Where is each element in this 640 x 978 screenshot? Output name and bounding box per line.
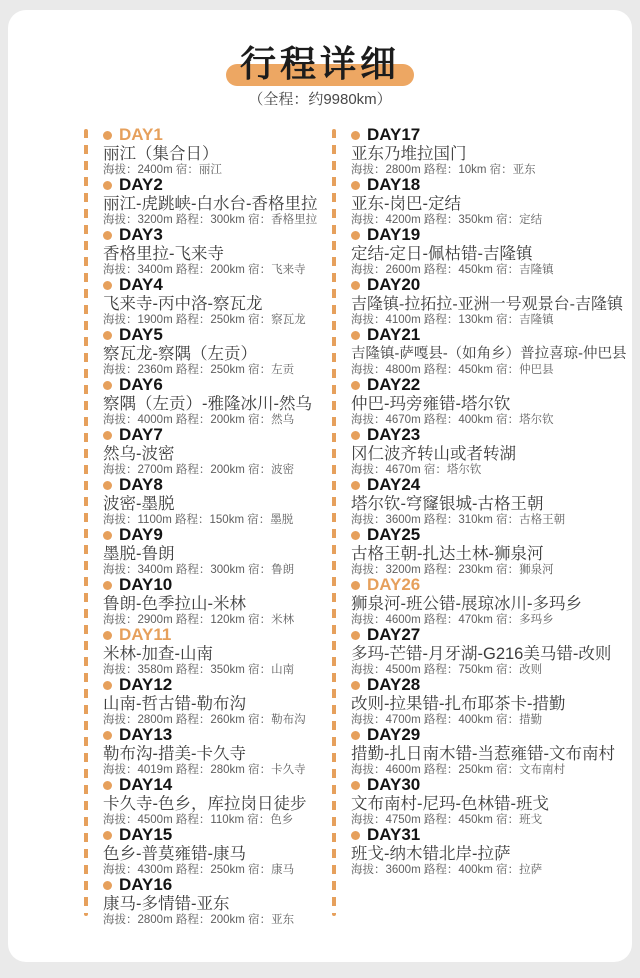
day-header <box>103 726 332 744</box>
bullet-dot-icon <box>351 831 360 840</box>
day-route: 米林-加查-山南 <box>103 645 213 663</box>
day-header <box>351 576 628 594</box>
day-route: 塔尔钦-穹窿银城-古格王朝 <box>351 495 544 513</box>
day-details: 海拔：2700m 路程：200km 宿：波密 <box>103 464 295 476</box>
day-header <box>103 676 332 694</box>
day-label: DAY19 <box>367 225 421 244</box>
day-details: 海拔：3600m 路程：400km 宿：拉萨 <box>351 864 543 876</box>
day-label: DAY9 <box>119 525 163 544</box>
day-label: DAY15 <box>119 825 173 844</box>
bullet-dot-icon <box>351 731 360 740</box>
total-distance-subtitle: （全程：约9980km） <box>248 91 392 108</box>
day-header <box>103 776 332 794</box>
day-details: 海拔：2600m 路程：450km 宿：吉隆镇 <box>351 264 554 276</box>
day-label: DAY5 <box>119 325 163 344</box>
day-header <box>351 376 628 394</box>
day-details: 海拔：4800m 路程：450km 宿：仲巴县 <box>351 364 554 376</box>
itinerary-card <box>8 10 632 962</box>
day-details: 海拔：1100m 路程：150km 宿：墨脱 <box>103 514 294 526</box>
day-details: 海拔：4500m 路程：110km 宿：色乡 <box>103 814 294 826</box>
day-entry <box>103 676 332 726</box>
day-header <box>351 226 628 244</box>
day-label: DAY1 <box>119 125 163 144</box>
day-header <box>351 676 628 694</box>
day-entry <box>351 126 628 176</box>
day-route: 勒布沟-措美-卡久寺 <box>103 745 246 763</box>
day-details: 海拔：3580m 路程：350km 宿：山南 <box>103 664 295 676</box>
day-entry <box>351 726 628 776</box>
day-label: DAY8 <box>119 475 163 494</box>
day-entry <box>103 226 332 276</box>
day-details: 海拔：3200m 路程：230km 宿：狮泉河 <box>351 564 554 576</box>
day-header <box>351 726 628 744</box>
day-label: DAY20 <box>367 275 421 294</box>
day-label: DAY22 <box>367 375 421 394</box>
day-header <box>351 476 628 494</box>
day-route: 山南-哲古错-勒布沟 <box>103 695 246 713</box>
day-entry <box>351 276 628 326</box>
day-route: 墨脱-鲁朗 <box>103 545 175 563</box>
day-header <box>351 626 628 644</box>
bullet-dot-icon <box>351 781 360 790</box>
day-header <box>103 126 332 144</box>
day-label: DAY30 <box>367 775 421 794</box>
day-header <box>103 576 332 594</box>
day-route: 狮泉河-班公错-展琼冰川-多玛乡 <box>351 595 582 613</box>
day-entry <box>103 776 332 826</box>
day-label: DAY3 <box>119 225 163 244</box>
bullet-dot-icon <box>103 581 112 590</box>
day-entries-left <box>103 126 332 926</box>
day-details: 海拔：4700m 路程：400km 宿：措勤 <box>351 714 543 726</box>
dashed-divider-right <box>332 129 336 916</box>
day-route: 波密-墨脱 <box>103 495 175 513</box>
day-route: 吉隆镇-萨嘎县-（如角乡）普拉喜琼-仲巴县 <box>351 346 627 362</box>
day-route: 古格王朝-扎达土林-狮泉河 <box>351 545 544 563</box>
day-route: 多玛-芒错-月牙湖-G216美马错-改则 <box>351 645 612 663</box>
day-entry <box>103 176 332 226</box>
bullet-dot-icon <box>103 681 112 690</box>
day-details: 海拔：4600m 路程：470km 宿：多玛乡 <box>351 614 554 626</box>
day-route: 措勤-扎日南木错-当惹雍错-文布南村 <box>351 745 615 763</box>
day-entry <box>103 376 332 426</box>
bullet-dot-icon <box>103 281 112 290</box>
day-details: 海拔：4670m 路程：400km 宿：塔尔钦 <box>351 414 554 426</box>
dashed-divider-left <box>84 129 88 916</box>
day-details: 海拔：4500m 路程：750km 宿：改则 <box>351 664 543 676</box>
day-entry <box>103 326 332 376</box>
bullet-dot-icon <box>351 481 360 490</box>
day-route: 丽江-虎跳峡-白水台-香格里拉 <box>103 195 318 213</box>
day-details: 海拔：3400m 路程：300km 宿：鲁朗 <box>103 564 295 576</box>
day-label: DAY13 <box>119 725 173 744</box>
bullet-dot-icon <box>103 631 112 640</box>
day-header <box>103 226 332 244</box>
day-header <box>103 176 332 194</box>
day-entry <box>351 526 628 576</box>
day-details: 海拔：2800m 路程：200km 宿：亚东 <box>103 914 295 926</box>
day-header <box>103 276 332 294</box>
day-label: DAY31 <box>367 825 421 844</box>
bullet-dot-icon <box>103 131 112 140</box>
day-entry <box>103 426 332 476</box>
day-route: 班戈-纳木错北岸-拉萨 <box>351 845 511 863</box>
day-label: DAY16 <box>119 875 173 894</box>
page-title <box>240 44 400 84</box>
day-entry <box>103 576 332 626</box>
day-details: 海拔：4000m 路程：200km 宿：然乌 <box>103 414 295 426</box>
day-label: DAY2 <box>119 175 163 194</box>
day-label: DAY25 <box>367 525 421 544</box>
day-label: DAY6 <box>119 375 163 394</box>
day-details: 海拔：2400m 宿：丽江 <box>103 164 222 176</box>
day-header <box>351 826 628 844</box>
day-label: DAY24 <box>367 475 421 494</box>
bullet-dot-icon <box>103 381 112 390</box>
day-header <box>351 426 628 444</box>
bullet-dot-icon <box>103 431 112 440</box>
day-label: DAY21 <box>367 325 421 344</box>
day-details: 海拔：4670m 宿：塔尔钦 <box>351 464 482 476</box>
day-entry <box>351 676 628 726</box>
day-entry <box>103 726 332 776</box>
bullet-dot-icon <box>351 631 360 640</box>
bullet-dot-icon <box>103 231 112 240</box>
day-entry <box>351 576 628 626</box>
itinerary-columns <box>84 126 632 926</box>
bullet-dot-icon <box>103 331 112 340</box>
day-details: 海拔：3200m 路程：300km 宿：香格里拉 <box>103 214 318 226</box>
day-route: 改则-拉果错-扎布耶茶卡-措勤 <box>351 695 566 713</box>
day-details: 海拔：1900m 路程：250km 宿：察瓦龙 <box>103 314 306 326</box>
day-label: DAY4 <box>119 275 163 294</box>
day-details: 海拔：3400m 路程：200km 宿：飞来寺 <box>103 264 306 276</box>
day-route: 卡久寺-色乡，库拉岗日徒步 <box>103 795 307 813</box>
day-label: DAY11 <box>119 625 172 644</box>
day-route: 亚东-岗巴-定结 <box>351 195 461 213</box>
bullet-dot-icon <box>351 281 360 290</box>
day-details: 海拔：4750m 路程：450km 宿：班戈 <box>351 814 543 826</box>
day-label: DAY7 <box>119 425 163 444</box>
bullet-dot-icon <box>103 881 112 890</box>
day-entry <box>103 826 332 876</box>
day-entry <box>351 226 628 276</box>
day-route: 香格里拉-飞来寺 <box>103 245 224 263</box>
day-label: DAY17 <box>367 125 421 144</box>
day-entries-right <box>351 126 628 876</box>
day-label: DAY10 <box>119 575 173 594</box>
day-header <box>103 426 332 444</box>
day-header <box>351 776 628 794</box>
day-header <box>103 326 332 344</box>
day-route: 定结-定日-佩枯错-吉隆镇 <box>351 245 533 263</box>
day-route: 吉隆镇-拉拓拉-亚洲一号观景台-吉隆镇 <box>351 296 623 313</box>
day-route: 察隅（左贡）-雅隆冰川-然乌 <box>103 395 312 413</box>
day-route: 察瓦龙-察隅（左贡） <box>103 345 257 363</box>
day-header <box>351 526 628 544</box>
day-label: DAY27 <box>367 625 421 644</box>
day-entry <box>351 176 628 226</box>
bullet-dot-icon <box>103 781 112 790</box>
day-route: 鲁朗-色季拉山-米林 <box>103 595 246 613</box>
day-route: 飞来寺-丙中洛-察瓦龙 <box>103 295 263 313</box>
day-entry <box>351 826 628 876</box>
day-entry <box>351 776 628 826</box>
day-route: 然乌-波密 <box>103 445 175 463</box>
itinerary-column-left <box>84 126 332 926</box>
bullet-dot-icon <box>351 181 360 190</box>
day-label: DAY12 <box>119 675 173 694</box>
day-label: DAY14 <box>119 775 173 794</box>
day-label: DAY26 <box>367 575 421 594</box>
day-entry <box>351 376 628 426</box>
day-entry <box>351 326 628 376</box>
day-details: 海拔：3600m 路程：310km 宿：古格王朝 <box>351 514 566 526</box>
day-details: 海拔：2800m 路程：260km 宿：勒布沟 <box>103 714 306 726</box>
day-header <box>351 176 628 194</box>
day-header <box>103 826 332 844</box>
day-route: 仲巴-玛旁雍错-塔尔钦 <box>351 395 511 413</box>
bullet-dot-icon <box>351 681 360 690</box>
page-header <box>8 10 632 109</box>
bullet-dot-icon <box>351 131 360 140</box>
day-entry <box>351 426 628 476</box>
day-entry <box>103 276 332 326</box>
day-header <box>103 876 332 894</box>
day-entry <box>103 526 332 576</box>
day-header <box>103 626 332 644</box>
day-entry <box>103 476 332 526</box>
day-route: 色乡-普莫雍错-康马 <box>103 845 246 863</box>
day-header <box>351 126 628 144</box>
day-details: 海拔：4100m 路程：130km 宿：吉隆镇 <box>351 314 554 326</box>
bullet-dot-icon <box>103 481 112 490</box>
day-details: 海拔：4300m 路程：250km 宿：康马 <box>103 864 295 876</box>
day-route: 冈仁波齐转山或者转湖 <box>351 445 516 463</box>
day-header <box>351 276 628 294</box>
itinerary-column-right <box>332 126 628 926</box>
bullet-dot-icon <box>351 381 360 390</box>
day-header <box>103 376 332 394</box>
bullet-dot-icon <box>351 531 360 540</box>
day-label: DAY29 <box>367 725 421 744</box>
day-header <box>103 476 332 494</box>
day-header <box>351 326 628 344</box>
day-entry <box>351 626 628 676</box>
day-label: DAY23 <box>367 425 421 444</box>
day-header <box>103 526 332 544</box>
bullet-dot-icon <box>351 581 360 590</box>
day-label: DAY18 <box>367 175 421 194</box>
day-route: 亚东乃堆拉国门 <box>351 145 467 163</box>
bullet-dot-icon <box>351 431 360 440</box>
day-route: 丽江（集合日） <box>103 145 219 163</box>
bullet-dot-icon <box>103 831 112 840</box>
day-label: DAY28 <box>367 675 421 694</box>
bullet-dot-icon <box>103 531 112 540</box>
day-details: 海拔：2800m 路程：10km 宿：亚东 <box>351 164 536 176</box>
day-route: 文布南村-尼玛-色林错-班戈 <box>351 795 549 813</box>
bullet-dot-icon <box>351 231 360 240</box>
day-details: 海拔：4200m 路程：350km 宿：定结 <box>351 214 543 226</box>
page-title-text: 行程详细 <box>239 43 400 84</box>
bullet-dot-icon <box>351 331 360 340</box>
day-entry <box>351 476 628 526</box>
day-entry <box>103 626 332 676</box>
day-details: 海拔：2900m 路程：120km 宿：米林 <box>103 614 295 626</box>
day-route: 康马-多情错-亚东 <box>103 895 230 913</box>
day-details: 海拔：4600m 路程：250km 宿：文布南村 <box>351 764 566 776</box>
day-entry <box>103 876 332 926</box>
bullet-dot-icon <box>103 181 112 190</box>
day-entry <box>103 126 332 176</box>
day-details: 海拔：2360m 路程：250km 宿：左贡 <box>103 364 295 376</box>
day-details: 海拔：4019m 路程：280km 宿：卡久寺 <box>103 764 306 776</box>
bullet-dot-icon <box>103 731 112 740</box>
